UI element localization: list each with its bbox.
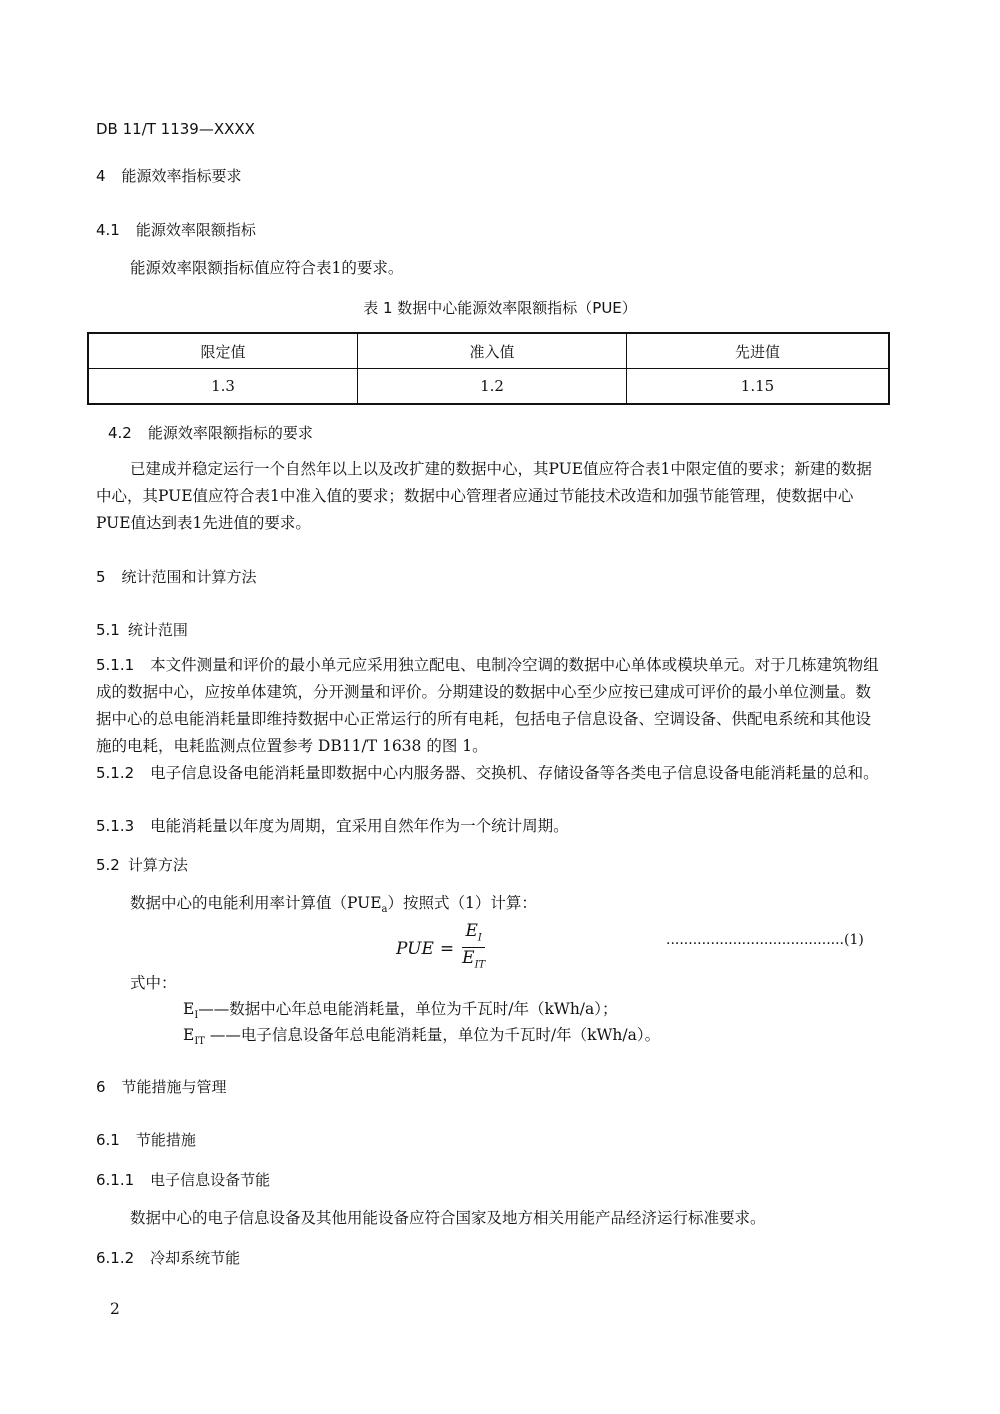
subscript: I xyxy=(477,932,482,944)
section-5-1-heading xyxy=(96,619,188,640)
paragraph-4-2: 已建成并稳定运行一个自然年以上以及改扩建的数据中心，其PUE值应符合表1中限定值的要求；新建的数据中心，其PUE值应符合表1中准入值的要求；数据中心管理者应通过节能技术改造和加强节能管理，使数据中心PUE值达到表1先进值的要求。 xyxy=(96,460,872,532)
section-number: 6.1 xyxy=(96,1131,120,1149)
section-4-1-heading xyxy=(96,219,256,240)
section-title: 能源效率限额指标的要求 xyxy=(147,424,313,442)
paragraph-4-1: 能源效率限额指标值应符合表1的要求。 xyxy=(130,259,404,277)
table-header-cell: 准入值 xyxy=(358,333,627,369)
table-cell: 1.2 xyxy=(358,369,627,405)
definition-ei xyxy=(183,997,618,1021)
section-4-2-heading xyxy=(108,422,313,443)
definition-symbol: E xyxy=(183,1000,195,1018)
clause-number: 5.1.2 xyxy=(96,764,135,782)
definition-eit xyxy=(183,1023,660,1047)
section-6-1-2-heading xyxy=(96,1247,240,1268)
formula-number: ........................................(1) xyxy=(666,932,864,948)
table-header-cell: 限定值 xyxy=(88,333,358,369)
section-number: 6.1.1 xyxy=(96,1171,135,1189)
pue-table xyxy=(87,332,890,405)
paragraph-6-1-1: 数据中心的电子信息设备及其他用能设备应符合国家及地方相关用能产品经济运行标准要求。 xyxy=(130,1209,766,1227)
table-caption: 表 1 数据中心能源效率限额指标（PUE） xyxy=(363,299,637,317)
section-title: 电子信息设备节能 xyxy=(150,1171,271,1189)
clause-number: 5.1.3 xyxy=(96,817,135,835)
numerator-symbol: E xyxy=(465,921,478,941)
subscript: IT xyxy=(474,959,486,971)
paragraph-5-1-3 xyxy=(96,813,886,840)
paragraph-5-1-2 xyxy=(96,760,886,787)
section-title: 节能措施与管理 xyxy=(121,1078,227,1096)
definition-text: ——数据中心年总电能消耗量，单位为千瓦时/年（kWh/a）； xyxy=(198,1000,618,1018)
section-title: 冷却系统节能 xyxy=(150,1249,241,1267)
fraction-numerator xyxy=(462,922,484,948)
fraction-denominator xyxy=(462,948,485,975)
subscript: I xyxy=(194,1010,199,1022)
section-title: 节能措施 xyxy=(135,1131,196,1149)
subscript: a xyxy=(381,904,388,916)
section-number: 4.2 xyxy=(108,424,132,442)
page-number: 2 xyxy=(110,1300,120,1318)
section-title: 能源效率限额指标 xyxy=(135,221,256,239)
section-4-heading xyxy=(96,165,242,186)
section-number: 5.1 xyxy=(96,621,120,639)
where-label: 式中： xyxy=(130,974,177,992)
section-number: 6 xyxy=(96,1078,106,1096)
formula-intro xyxy=(130,891,537,915)
section-number: 5.2 xyxy=(96,856,120,874)
formula-intro-text: ）按照式（1）计算： xyxy=(387,894,537,912)
formula-fraction xyxy=(462,922,485,976)
table-header-cell: 先进值 xyxy=(627,333,890,369)
section-6-1-1-heading xyxy=(96,1169,270,1190)
clause-text: 电能消耗量以年度为周期，宜采用自然年作为一个统计周期。 xyxy=(150,817,569,835)
formula-lhs: PUE xyxy=(396,938,434,959)
table-cell: 1.15 xyxy=(627,369,890,405)
section-6-1-heading xyxy=(96,1129,196,1150)
table-header-row xyxy=(88,333,889,369)
section-title: 能源效率指标要求 xyxy=(121,167,242,185)
table-row xyxy=(88,369,889,405)
section-number: 6.1.2 xyxy=(96,1249,135,1267)
clause-text: 电子信息设备电能消耗量即数据中心内服务器、交换机、存储设备等各类电子信息设备电能消耗量的总和。 xyxy=(150,764,879,782)
section-title: 计算方法 xyxy=(127,856,188,874)
section-title: 统计范围和计算方法 xyxy=(121,568,257,586)
clause-text: 本文件测量和评价的最小单元应采用独立配电、电制冷空调的数据中心单体或模块单元。对于几栋建筑物组成的数据中心，应按单体建筑，分开测量和评价。分期建设的数据中心至少应按已建成可评价的最小单位测量。数据中心的总电能消耗量即维持数据中心正常运行的所有电耗，包括电子信息设备、空调设备、供配电系统和其他设施的电耗，电耗监测点位置参考 DB11/T 1638 的图 1。 xyxy=(96,656,879,755)
table-cell: 1.3 xyxy=(88,369,358,405)
section-title: 统计范围 xyxy=(127,621,188,639)
denominator-symbol: E xyxy=(462,948,475,969)
section-number: 5 xyxy=(96,568,106,586)
pue-formula xyxy=(396,922,485,976)
section-5-2-heading xyxy=(96,854,188,875)
section-6-heading xyxy=(96,1076,227,1097)
section-number: 4 xyxy=(96,167,106,185)
definition-text: ——电子信息设备年总电能消耗量，单位为千瓦时/年（kWh/a）。 xyxy=(204,1026,661,1044)
definition-symbol: E xyxy=(183,1026,195,1044)
section-5-heading xyxy=(96,566,257,587)
paragraph-5-1-1 xyxy=(96,652,886,760)
formula-intro-text: 数据中心的电能利用率计算值（PUE xyxy=(130,894,382,912)
section-number: 4.1 xyxy=(96,221,120,239)
subscript: IT xyxy=(194,1036,205,1048)
clause-number: 5.1.1 xyxy=(96,656,135,674)
equals-sign: = xyxy=(439,938,455,959)
doc-code: DB 11/T 1139—XXXX xyxy=(96,120,255,138)
